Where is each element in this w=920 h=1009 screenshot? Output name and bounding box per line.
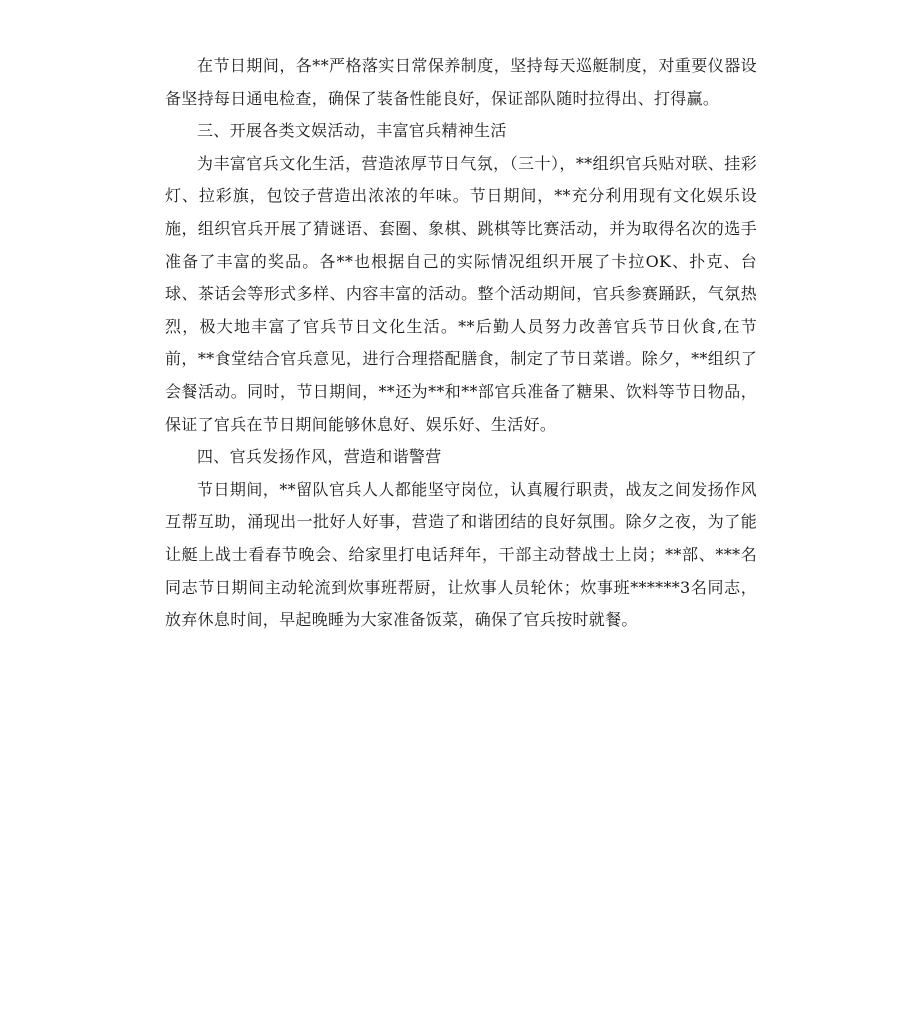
- section-heading-harmonious-camp: 四、官兵发扬作风，营造和谐警营: [197, 447, 442, 467]
- section-heading-cultural-activities: 三、开展各类文娱活动，丰富官兵精神生活: [197, 121, 507, 141]
- document-body: [165, 50, 757, 637]
- paragraph-equipment-maintenance: 在节日期间，各**严格落实日常保养制度，坚持每天巡艇制度，对重要仪器设备坚持每日通电检查，确保了装备性能良好，保证部队随时拉得出、打得赢。: [165, 56, 757, 108]
- paragraph-harmonious-camp: 节日期间，**留队官兵人人都能坚守岗位，认真履行职责，战友之间发扬作风互帮互助，涌现出一批好人好事，营造了和谐团结的良好氛围。除夕之夜，为了能让艇上战士看春节晚会、给家里打电话拜年，干部主动替战士上岗；**部、***名同志节日期间主动轮流到炊事班帮厨，让炊事人员轮休；炊事班******3名同志，放弃休息时间，早起晚睡为大家准备饭菜，确保了官兵按时就餐。: [165, 479, 757, 630]
- paragraph-cultural-activities: 为丰富官兵文化生活，营造浓厚节日气氛，（三十），**组织官兵贴对联、挂彩灯、拉彩旗，包饺子营造出浓浓的年味。节日期间，**充分利用现有文化娱乐设施，组织官兵开展了猜谜语、套圈、象棋、跳棋等比赛活动，并为取得名次的选手准备了丰富的奖品。各**也根据自己的实际情况组织开展了卡拉OK、扑克、台球、茶话会等形式多样、内容丰富的活动。整个活动期间，官兵参赛踊跃，气氛热烈，极大地丰富了官兵节日文化生活。**后勤人员努力改善官兵节日伙食,在节前，**食堂结合官兵意见，进行合理搭配膳食，制定了节日菜谱。除夕，**组织了会餐活动。同时，节日期间，**还为**和**部官兵准备了糖果、饮料等节日物品，保证了官兵在节日期间能够休息好、娱乐好、生活好。: [165, 153, 757, 434]
